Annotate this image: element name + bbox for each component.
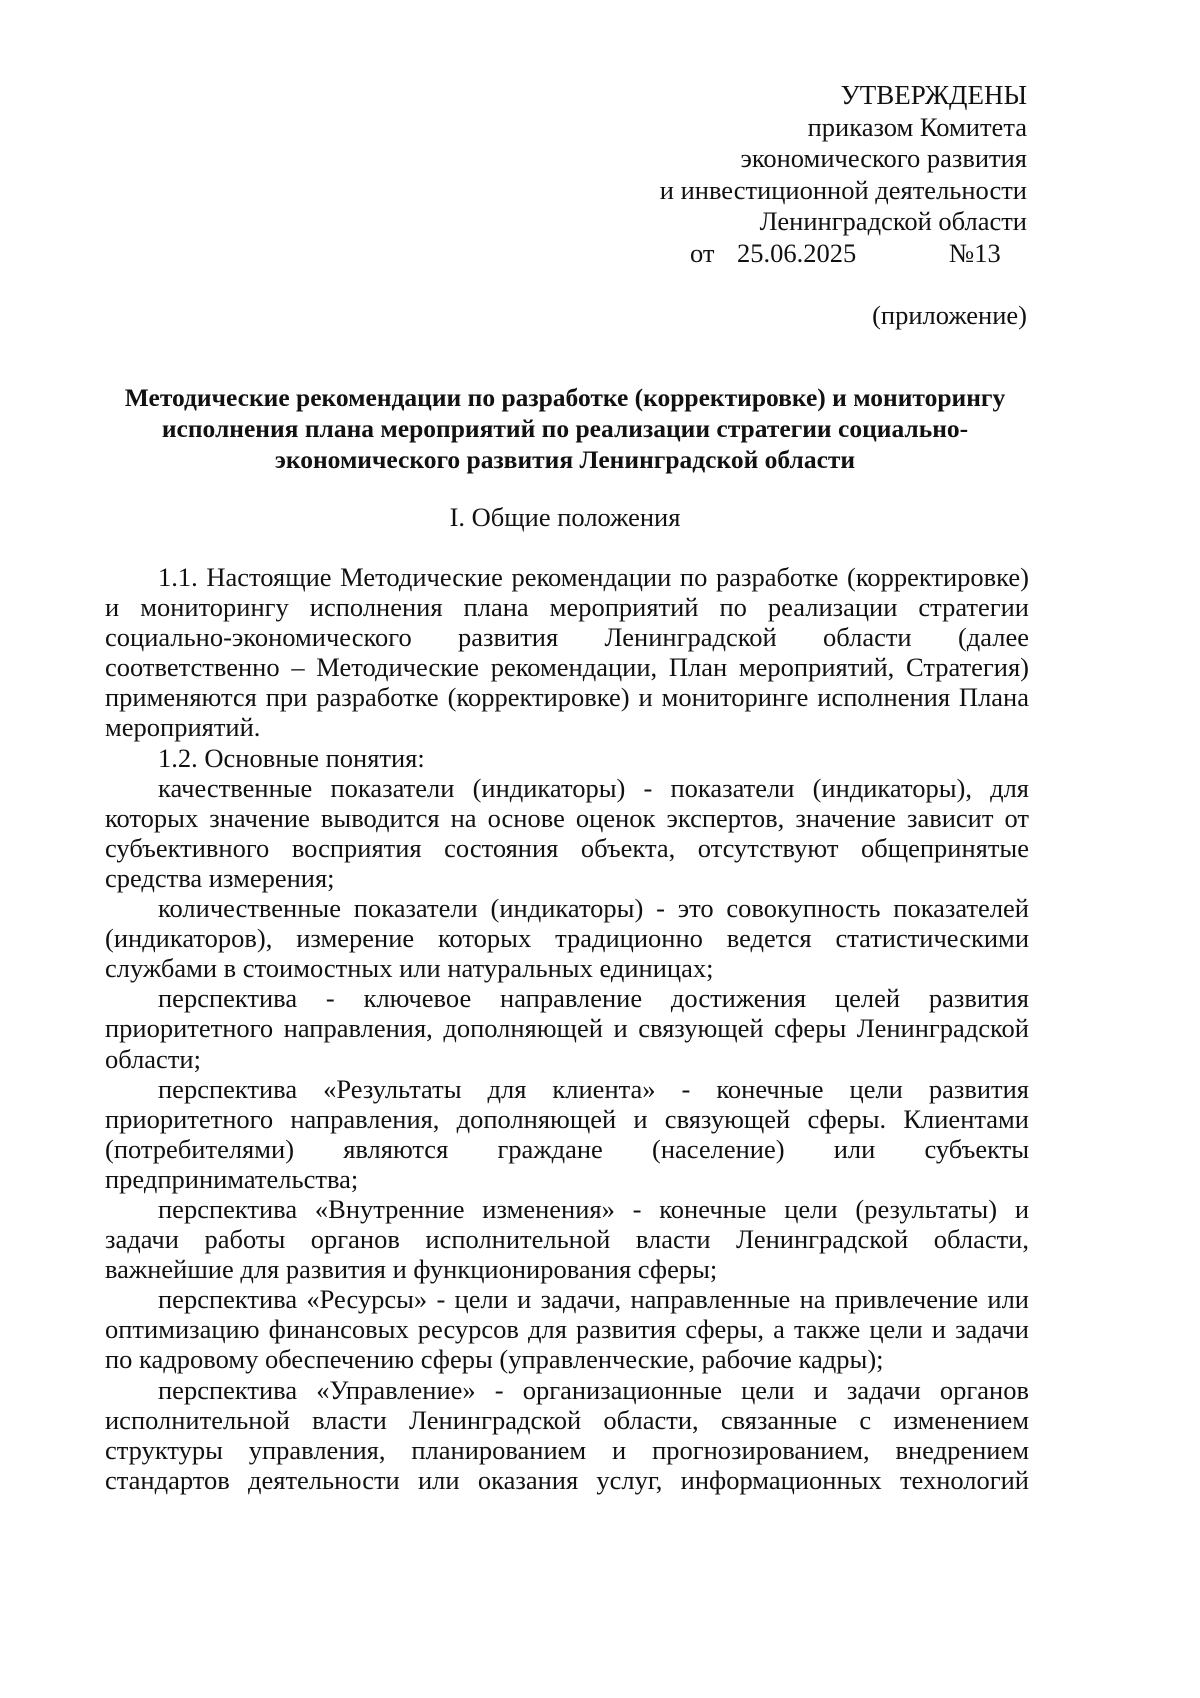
approval-line: и инвестиционной деятельности bbox=[659, 174, 1027, 205]
approval-line: Ленинградской области bbox=[759, 206, 1027, 236]
paragraph: перспектива «Внутренние изменения» - конечные цели (результаты) и задачи работы органов исполнительной власти Ленинградской области, важнейшие для развития и функционирования сферы; bbox=[105, 1193, 1029, 1285]
order-date: 25.06.2025 bbox=[737, 237, 857, 268]
paragraph: 1.1. Настоящие Методические рекомендации по разработке (корректировке) и мониторингу исполнения плана мероприятий по реализации стратегии социально-экономического развития Ленинградской области (далее соответственно – Методические рекомендации, План мероприятий, Стратегия) применяются при разработке (корректировке) и мониторинге исполнения Плана мероприятий. bbox=[105, 562, 1029, 743]
paragraph: перспектива - ключевое направление достижения целей развития приоритетного направления, дополняющей и связующей сферы Ленинградской области; bbox=[105, 983, 1029, 1074]
approval-stamp bbox=[587, 80, 1027, 332]
approval-line: приказом Комитета bbox=[807, 111, 1027, 142]
paragraph: 1.2. Основные понятия: bbox=[158, 742, 425, 773]
title-line: исполнения плана мероприятий по реализации стратегии социально- bbox=[161, 414, 969, 443]
paragraph: качественные показатели (индикаторы) - показатели (индикаторы), для которых значение выводится на основе оценок экспертов, значение зависит от субъективного восприятия состояния объекта, отсутствуют общепринятые средства измерения; bbox=[105, 772, 1029, 893]
approval-date-line bbox=[587, 238, 1027, 270]
document-title bbox=[100, 382, 1030, 475]
paragraph: перспектива «Ресурсы» - цели и задачи, направленные на привлечение или оптимизацию финансовых ресурсов для развития сферы, а также цели и задачи по кадровому обеспечению сферы (управленческие, рабочие кадры); bbox=[105, 1284, 1029, 1375]
paragraph: количественные показатели (индикаторы) - это совокупность показателей (индикаторов), измерение которых традиционно ведется статистическими службами в стоимостных или натуральных единицах; bbox=[105, 893, 1029, 984]
section-heading: I. Общие положения bbox=[449, 502, 681, 532]
paragraph: перспектива «Управление» - организационные цели и задачи органов исполнительной власти Ленинградской области, связанные с изменением структуры управления, планированием и прогнозированием, внедрением стандартов деятельности или оказания услуг, информационных технологий bbox=[105, 1374, 1029, 1495]
date-prefix: от bbox=[690, 237, 715, 268]
paragraph: перспектива «Результаты для клиента» - конечные цели развития приоритетного направления, дополняющей и связующей сферы. Клиентами (потребителями) являются граждане (население) или субъекты предпринимательства; bbox=[105, 1073, 1029, 1194]
title-line: Методические рекомендации по разработке (корректировке) и мониторингу bbox=[124, 383, 1006, 412]
appendix-label: (приложение) bbox=[872, 300, 1027, 330]
title-line: экономического развития Ленинградской области bbox=[274, 445, 856, 474]
approval-heading: УТВЕРЖДЕНЫ bbox=[840, 80, 1027, 110]
document-body bbox=[105, 562, 1029, 1495]
approval-line: экономического развития bbox=[740, 143, 1027, 173]
order-number: №13 bbox=[949, 237, 1001, 268]
